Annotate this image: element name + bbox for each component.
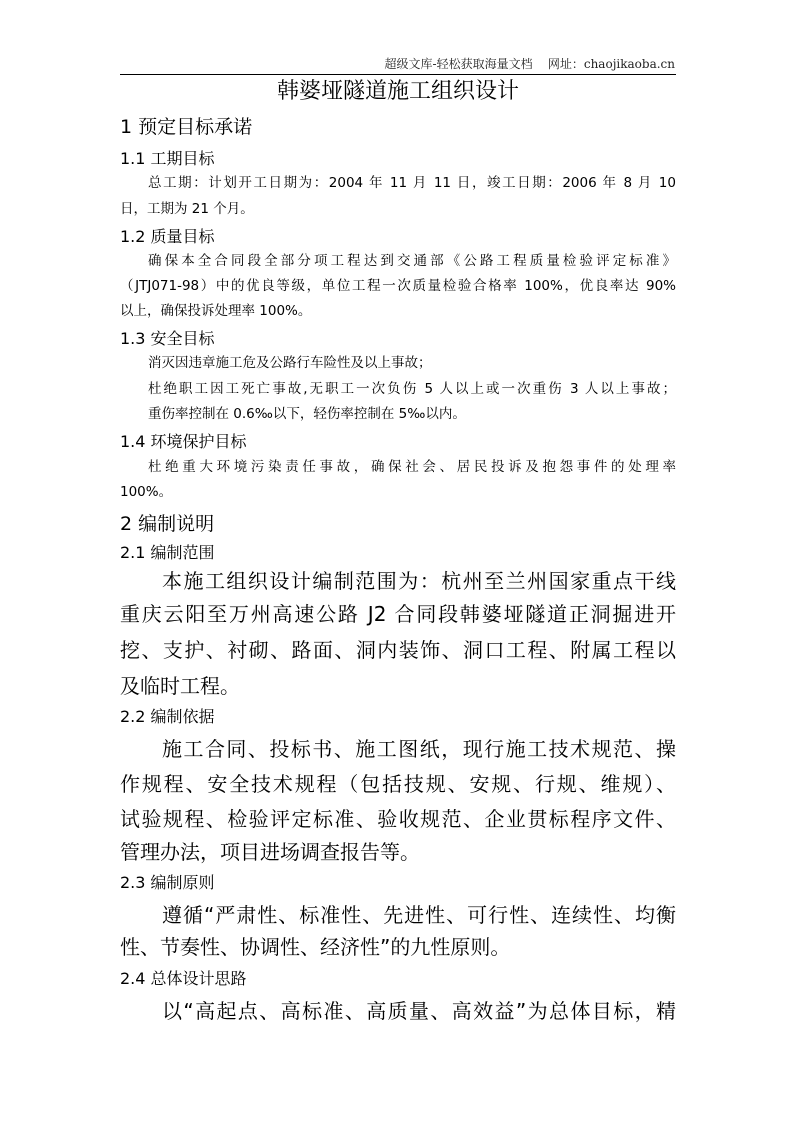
page-header (385, 58, 675, 70)
paragraph-line: 作规程、安全技术规程（包括技规、安规、行规、维规）、 (120, 772, 676, 796)
paragraph-line: 性、节奏性、协调性、经济性”的九性原则。 (120, 935, 511, 959)
paragraph-line: （JTJ071-98）中的优良等级，单位工程一次质量检验合格率 100%，优良率达 90% (120, 278, 676, 294)
header-url: 网址：chaojikaoba.cn (547, 57, 675, 71)
paragraph-line: 重伤率控制在 0.6‰以下，轻伤率控制在 5‰以内。 (148, 406, 466, 422)
heading-2-2: 2.2 编制依据 (120, 707, 215, 726)
heading-1: 1 预定目标承诺 (120, 116, 253, 138)
heading-2-1: 2.1 编制范围 (120, 543, 215, 562)
heading-2-3: 2.3 编制原则 (120, 873, 215, 892)
paragraph-line: 确保本全合同段全部分项工程达到交通部《公路工程质量检验评定标准》 (148, 253, 676, 269)
paragraph-line: 杜绝重大环境污染责任事故，确保社会、居民投诉及抱怨事件的处理率 (148, 459, 676, 475)
paragraph-line: 施工合同、投标书、施工图纸，现行施工技术规范、操 (162, 737, 676, 761)
paragraph-line: 试验规程、检验评定标准、验收规范、企业贯标程序文件、 (120, 807, 676, 831)
heading-1-3: 1.3 安全目标 (120, 329, 215, 348)
paragraph-line: 以上，确保投诉处理率 100%。 (120, 303, 312, 319)
document-title: 韩婆垭隧道施工组织设计 (276, 79, 519, 104)
paragraph-line: 杜绝职工因工死亡事故,无职工一次负伤 5 人以上或一次重伤 3 人以上事故； (148, 381, 676, 397)
heading-2: 2 编制说明 (120, 513, 215, 535)
heading-2-4: 2.4 总体设计思路 (120, 969, 247, 988)
header-site-name: 超级文库-轻松获取海量文档 (384, 57, 533, 71)
paragraph-line: 消灭因违章施工危及公路行车险性及以上事故； (148, 355, 432, 371)
paragraph-line: 日，工期为 21 个月。 (120, 201, 254, 217)
paragraph-line: 遵循“严肃性、标准性、先进性、可行性、连续性、均衡 (162, 903, 676, 927)
paragraph-line: 总工期：计划开工日期为：2004 年 11 月 11 日，竣工日期：2006 年 8 月 10 (148, 175, 676, 191)
paragraph-line: 以“高起点、高标准、高质量、高效益”为总体目标，精 (162, 999, 676, 1023)
heading-1-4: 1.4 环境保护目标 (120, 432, 247, 451)
paragraph-line: 挖、支护、衬砌、路面、洞内装饰、洞口工程、附属工程以 (120, 638, 676, 662)
header-rule (120, 74, 676, 75)
paragraph-line: 及临时工程。 (120, 674, 240, 698)
paragraph-line: 重庆云阳至万州高速公路 J2 合同段韩婆垭隧道正洞掘进开 (120, 602, 676, 626)
paragraph-line: 100%。 (120, 484, 173, 500)
paragraph-line: 本施工组织设计编制范围为：杭州至兰州国家重点干线 (162, 569, 676, 593)
heading-1-2: 1.2 质量目标 (120, 227, 215, 246)
heading-1-1: 1.1 工期目标 (120, 149, 215, 168)
paragraph-line: 管理办法，项目进场调查报告等。 (120, 840, 420, 864)
